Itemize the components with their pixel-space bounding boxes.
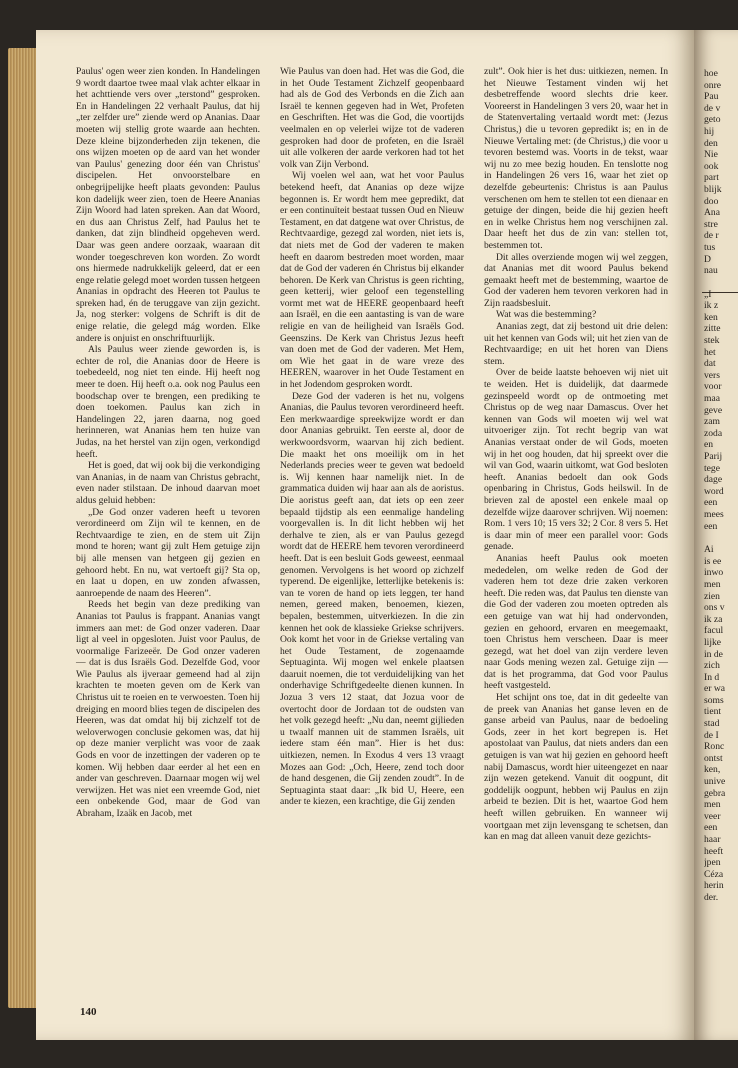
text-column-1 [76, 66, 260, 820]
facing-page-fragment: part [704, 172, 719, 184]
facing-page-fragment: gebra [704, 787, 726, 799]
facing-page-fragment: Pau [704, 91, 719, 103]
facing-page-fragment: haar [704, 834, 721, 845]
facing-page-fragment: Ronc [704, 741, 725, 753]
facing-page-fragment: mees [704, 508, 724, 520]
facing-page-fragment: der. [704, 891, 719, 903]
facing-page-fragment: men [704, 578, 721, 590]
facing-page-fragment: word [704, 485, 724, 497]
paragraph: Ananias zegt, dat zij bestond uit drie delen: uit het kennen van Gods wil; uit het zien van de Rechtvaardige; en uit het horen van Diens stem. [484, 321, 668, 367]
paragraph: Reeds het begin van deze prediking van Ananias tot Paulus is frappant. Ananias vangt immers aan met: de God onzer vaderen. Daar ligt al veel in opgesloten. Juist voor Paulus, de voormalige Farizeeër. De God onzer vaderen — dat is dus Israëls God. Dezelfde God, voor Wie Paulus als ijveraar gemeend had al zijn krachten te moeten geven om de Kerk van Christus uit te roeien en te verwoesten. Toen hij dreiging en moord blies tegen de discipelen des Heeren, was dat omdat hij bij zichzelf tot de weloverwogen conclusie gekomen was, dat hij op deze manier verplicht was voor de zaak Gods en voor de inzettingen der vaderen op te komen. Wij hebben daar eerder al het een en ander van geschreven. Daarnaar mogen wij wel verwijzen. Het was niet een vreemde God, niet een onbekende God, maar de God van Abraham, Izaäk en Jacob, met [76, 599, 260, 819]
facing-page-fragment: een [704, 497, 718, 509]
facing-page-fragment: onre [704, 79, 722, 91]
paragraph: Deze God der vaderen is het nu, volgens Ananias, die Paulus tevoren verordineerd heeft. Een merkwaardige spreekwijze wordt er dan door Ananias gebruikt. Ten eerste al, door de werkwoordsvorm, waarvan hij zich bedient. Die maakt het ons moeilijk om in het Nederlands precies weer te geven wat bedoeld is. Wij kennen haar namelijk niet. In de grammatica duiden wij haar aan als de aoristus. Die aoristus geeft aan, dat iets op een zeer bepaald tijdstip als een eenmalige handeling voorgevallen is. In dit licht hebben wij het derhalve te zien, als er van Paulus gezegd wordt dat de HEERE hem tevoren verordineerd heeft. Dat is een besluit Gods geweest, eenmaal genomen. Vervolgens is het woord op zichzelf typerend. De eigenlijke, letterlijke betekenis is: van te voren de hand op iets leggen, ter hand nemen, gereed maken, benoemen, kiezen, bepalen, bestemmen, uitverkiezen. In die zin kennen het ook de klassieke Griekse schrijvers. Ook komt het voor in de Griekse vertaling van het Oude Testament, de zogenaamde Septuaginta. Wij mogen wel enkele plaatsen daaruit noemen, die tot verduidelijking van het onderhavige Schriftgedeelte dienen kunnen. In Jozua 3 vers 12 staat, dat Jozua voor de overtocht door de Jordaan tot de oudsten van het volk gezegd heeft: „Nu dan, neemt gijlieden u twaalf mannen uit de stammen Israëls, uit iedere stam één man”. Hier is het dus: uitkiezen, nemen. In Exodus 4 vers 13 vraagt Mozes aan God: „Och, Heere, zend toch door de hand desgenen, die Gij zenden zoudt”. In de Septuaginta staat daar: „Ik bid U, Heere, een ander te kiezen, een krachtige, die Gij zenden [280, 390, 464, 808]
page-number: 140 [80, 1006, 97, 1018]
facing-page-fragment: ken [704, 311, 718, 323]
facing-page-fragment: tus [704, 241, 716, 253]
facing-page-fragment: ook [704, 160, 719, 172]
facing-page-fragment: een [704, 822, 718, 834]
paragraph: Wij voelen wel aan, wat het voor Paulus betekend heeft, dat Ananias op deze wijze begonnen is. Er wordt hem mee gepredikt, dat er een continuïteit bestaat tussen Oud en Nieuw Testament, en dat datgene wat over Christus, de Rechtvaardige, gezegd zal worden, niet iets is, dat niets met de God der vaderen te maken heeft en daarom bestreden moet worden, maar dat de God der vaderen én Christus bij elkander behoren. De Kerk van Christus is geen richting, geen ketterij, wier geloof een tegenstelling vormt met wat de HEERE geopenbaard heeft aan Israël, en die een aantasting is van de ware religie en van de heiligheid van Israëls God. Geenszins. De Kerk van Christus Jezus heeft van doen met de God der vaderen. Met Hem, om Wie het gaat in de ware vreze des HEEREN, waarover in het Oude Testament en in het Jodendom gesproken wordt. [280, 170, 464, 391]
facing-page-fragment: men [704, 799, 721, 811]
facing-page-fragment: zam [704, 416, 720, 428]
facing-page-fragment: een [704, 520, 718, 532]
facing-page-fragment: stre [704, 218, 718, 230]
facing-page-fragment: unive [704, 776, 726, 788]
facing-page-fragment: de r [704, 230, 719, 242]
paragraph: Het is goed, dat wij ook bij die verkondiging van Ananias, in de naam van Christus gebracht, even nader stilstaan. De inhoud daarvan moet aldus geluid hebben: [76, 460, 260, 506]
facing-page-fragment: in de [704, 648, 723, 660]
facing-page-fragment: nau [704, 265, 718, 277]
facing-page-fragment: zitte [704, 323, 721, 335]
facing-page-fragment: ontst [704, 752, 723, 764]
facing-page-fragment: ons v [704, 602, 725, 614]
facing-page-text [704, 68, 738, 904]
facing-page-fragment: inwo [704, 567, 724, 579]
facing-page-fragment: Ai [704, 544, 714, 556]
facing-page-fragment: herin [704, 880, 724, 892]
facing-page-fragment: en [704, 439, 714, 451]
facing-page-fragment: de v [704, 102, 721, 114]
facing-page-fragment: tient [704, 706, 722, 718]
facing-page-fragment: zich [704, 660, 720, 672]
facing-page-fragment: In d [704, 671, 720, 683]
facing-page-fragment: D [704, 253, 711, 265]
paragraph: Wat was die bestemming? [496, 309, 597, 321]
facing-page-fragment: Céza [704, 868, 724, 880]
facing-page-fragment: de I [704, 729, 719, 741]
facing-page-fragment: hij [704, 125, 715, 137]
facing-page-fragment: jpen [704, 857, 721, 869]
facing-page-fragment: dat [704, 358, 716, 370]
text-column-2 [280, 66, 464, 808]
facing-page-fragment: stek [704, 335, 720, 347]
facing-page-fragment: den [704, 137, 718, 149]
facing-page-fragment: stad [704, 718, 720, 730]
facing-page-fragment: het [704, 346, 716, 358]
facing-page-fragment: geve [704, 404, 723, 416]
facing-page-fragment: lijke [704, 636, 722, 648]
facing-page-fragment: hoe [704, 68, 718, 79]
paragraph: Over de beide laatste behoeven wij niet uit te weiden. Het is duidelijk, dat daarmede gezinspeeld wordt op de ontmoeting met Christus op de weg naar Damascus. Over het kennen van Gods wil moeten wij wel wat uitvoeriger zijn. Tot recht begrip van wat Ananias verstaat onder de wil Gods, moeten wij in het oog houden, dat hij spreekt over die wil van God, waarin uitkomt, wat God besloten heeft. Ananias bedoelt dan ook Gods openbaring in Christus, Gods heilswil. In de brieven zal de apostel een enkele maal op dezelfde wijze daarover schrijven. Wij noemen: Rom. 1 vers 10; 15 vers 32; 2 Cor. 8 vers 5. Het is daar min of meer een parallel voor: Gods genade. [484, 367, 668, 553]
facing-page-fragment: maa [704, 393, 720, 405]
text-column-3 [484, 66, 668, 843]
facing-page-fragment: geto [704, 114, 721, 126]
facing-page-fragment: doo [704, 195, 719, 207]
page-edge-stack [8, 48, 38, 1008]
facing-page-fragment: „I [704, 288, 712, 300]
paragraph: Ananias heeft Paulus ook moeten mededelen, om welke reden de God der vaderen hem tot deze drie zaken verkoren heeft. Die reden was, dat Paulus ten dienste van die God der vaderen zou moeten optreden als een getuige van wat hij had ondervonden, gezien en gehoord, ervaren en meegemaakt, toen Christus hem verscheen. Daar is meer gezegd, wat het doel van zijn verdere leven naar Gods mening wezen zal. Getuige zijn — dat is het programma, dat God voor Paulus heeft vastgesteld. [484, 552, 668, 692]
facing-page-fragment: ik za [704, 613, 723, 625]
facing-page-fragment: vers [704, 369, 720, 381]
facing-page-fragment: zien [704, 590, 720, 602]
facing-page-fragment: blijk [704, 183, 722, 195]
paragraph: Paulus' ogen weer zien konden. In Handelingen 9 wordt daartoe twee maal vlak achter elkaar in het achttiende vers over „terstond” gesproken. En in Handelingen 22 verhaalt Paulus, dat hij „ter zelfder ure” ziende werd op Ananias. Daar moeten wij stellig grote waarde aan hechten. Deze kleine bijzonderheden zijn tekenen, die ons wijzen moeten op de aard van het wonder van Paulus' genezing door één van Christus' discipelen. Het onvoorstelbare en onbegrijpelijke heeft plaats gevonden: Paulus kon dadelijk weer zien, toen de Heere Ananias Zijn Woord had laten spreken. Aan dat Woord, en dus aan Christus Zelf, had Paulus het te danken, dat zijn blindheid opgeheven werd. Daar was geen andere oorzaak, waaraan dit wonder toegeschreven kon worden. Zo wordt ons hiermede nadrukkelijk geleerd, dat er een enge relatie gelegd moet worden tussen hetgeen Ananias in opdracht des Heeren tot Paulus te spreken had, én de teruggave van zijn gezicht. Ja, nog sterker: volgens de Schrift is dit de enige relatie, die gelegd mág worden. Elke andere is onjuist en onschriftuurlijk. [76, 66, 260, 344]
paragraph: Het schijnt ons toe, dat in dit gedeelte van de preek van Ananias het ganse leven en de ganse arbeid van Paulus, naar de bedoeling Gods, zeer in het kort begrepen is. Het apostolaat van Paulus, dat niets anders dan een getuigen is van wat hij gezien en gehoord heeft nabij Damascus, wordt hier uiteengezet en naar zijn wezen getekend. Vanuit dit oogpunt, dit goddelijk oogpunt, hebben wij Paulus en zijn arbeid te bezien. Dit is het, waartoe God hem heeft willen gebruiken. En wanneer wij voortgaan met zijn levensgang te schetsen, dan kan en mag dat alleen vanuit deze gezichts- [484, 692, 668, 843]
facing-page-fragment: is ee [704, 555, 722, 567]
facing-page-fragment: soms [704, 694, 724, 706]
paragraph: Wie Paulus van doen had. Het was die God, die in het Oude Testament Zichzelf geopenbaard had als de God des Verbonds en die Zich aan Israël te kennen gegeven had in Wet, Profeten en Geschriften. Het was die God, die voortijds veelmalen en op velerlei wijze tot de vaderen gesproken had door de profeten, en die Israël uit alle volkeren der aarde verkoren had tot het volk van Zijn Verbond. [280, 66, 464, 170]
facing-page-fragment: tege [704, 462, 720, 474]
facing-page-fragment: ik z [704, 300, 719, 312]
facing-page-fragment: voor [704, 381, 722, 393]
facing-page-fragment: ken, [704, 764, 721, 776]
facing-page-fragment: dage [704, 474, 723, 486]
facing-page-fragment: Nie [704, 149, 718, 161]
facing-page-fragment: zoda [704, 427, 723, 439]
facing-page-fragment: Ana [704, 207, 720, 219]
facing-page-fragment: facul [704, 625, 724, 637]
facing-page-fragment: heeft [704, 845, 724, 857]
paragraph: Als Paulus weer ziende geworden is, is echter de rol, die Ananias door de Heere is toebedeeld, nog niet ten einde. Hij heeft nog meer te doen. Hij heeft o.a. ook nog Paulus een boodschap over te brengen, een prediking te doen toekomen. Paulus kan zich in Handelingen 22, jaren daarna, nog goed herinneren, wat Ananias hem ten huize van Judas, na het herstel van zijn ogen, verkondigd heeft. [76, 344, 260, 460]
facing-page-fragment: er wa [704, 683, 726, 695]
facing-page-fragment: veer [704, 810, 721, 822]
facing-page-fragment: Parij [704, 451, 723, 462]
paragraph: zult”. Ook hier is het dus: uitkiezen, nemen. In het Nieuwe Testament vinden wij het desbetreffende woord slechts drie keer. Vooreerst in Handelingen 3 vers 20, waar het in de Statenvertaling vertaald wordt met: (Jezus Christus,) die u tevoren gepredikt is; en in de Nieuwe Vertaling met: (de Christus,) die voor u tevoren bestemd was. Voorts in de tekst, waar wij nu zo mee bezig houden. En tenslotte nog in Handelingen 26 vers 16, waar het ziet op dezelfde gebeurtenis: Christus is aan Paulus verschenen om hem te stellen tot een dienaar en getuige der dingen, beide die hij gezien heeft en in welke Christus hem nog verschijnen zal. Daar heeft het dus de zin van: stellen tot, bestemmen tot. [484, 66, 668, 251]
paragraph: Dit alles overziende mogen wij wel zeggen, dat Ananias met dit woord Paulus bekend gemaakt heeft met de bestemming, waartoe de God der vaderen hem tevoren verkoren had in Zijn raadsbesluit. [484, 251, 668, 309]
quotation-paragraph: „De God onzer vaderen heeft u tevoren verordineerd om Zijn wil te kennen, en de Rechtvaardige te zien, en de stem uit Zijn mond te horen; want gij zult Hem getuige zijn bij alle mensen van hetgeen gij gezien en gehoord hebt. En nu, wat vertoeft gij? Sta op, en laat u dopen, en uw zonden afwassen, aanroepende de naam des Heeren”. [76, 506, 260, 599]
